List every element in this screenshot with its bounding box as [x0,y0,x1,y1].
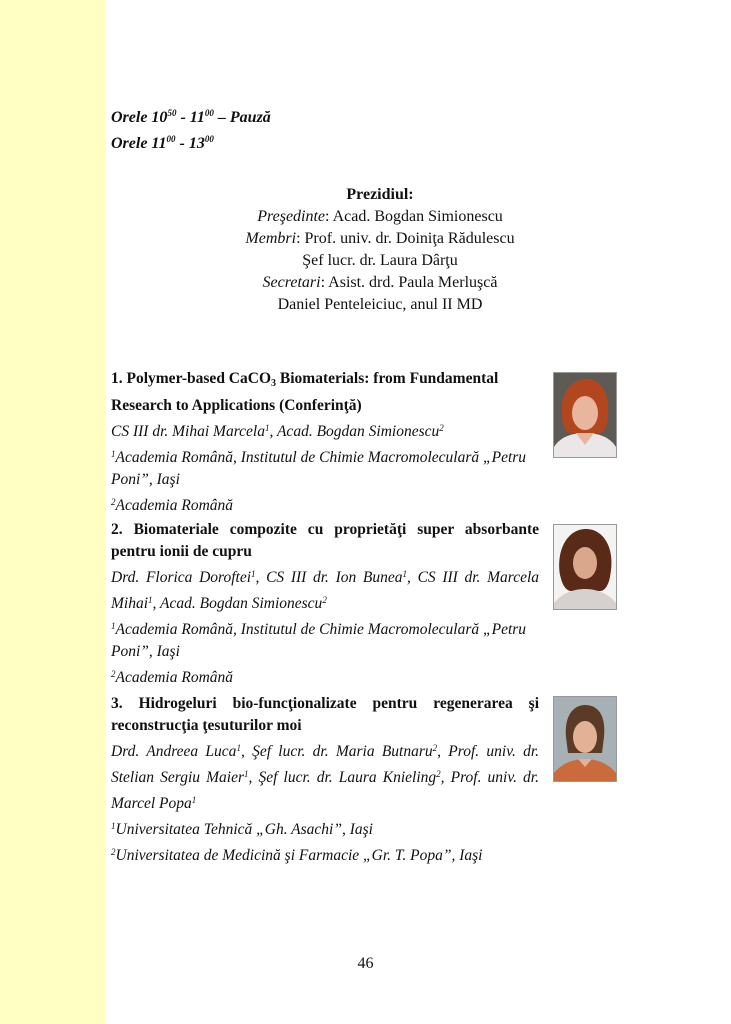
session-break-time: Orele $10^{50} - 11^{00}$ – Pauză [111,108,271,126]
talk-3 [111,693,539,867]
talk-title: 1. Polymer-based CaCO$_3$ Biomaterials: from Fundamental Research to Applications (Conferinţă) [111,370,499,414]
presidium-member-2: Şef lucr. dr. Laura Dârţu [302,252,458,269]
speaker-photo [553,372,617,458]
presidium-heading: Prezidiul: [346,186,414,203]
page-number: 46 [357,955,374,972]
speaker-photo [553,696,617,782]
talk-affiliation: $^1$Academia Română, Institutul de Chimie Macromoleculară „Petru Poni”, Iaşi [111,621,527,660]
talk-affiliation: $^2$Universitatea de Medicină şi Farmacie „Gr. T. Popa”, Iaşi [111,847,483,864]
talk-authors: CS III dr. Mihai Marcela$^1$, Acad. Bogdan Simionescu$^2$ [111,423,444,440]
talk-authors: Drd. Andreea Luca$^1$, Şef lucr. dr. Maria Butnaru$^2$, Prof. univ. dr. Stelian Sergiu Maier$^1$, Şef lucr. dr. Laura Knieling$^2$, Prof. univ. dr. Marcel Popa$^1$ [111,743,540,812]
presidium-members: Membri: Prof. univ. dr. Doiniţa Rădulescu [245,230,515,247]
presidium-block [140,184,620,316]
talk-2 [111,519,539,689]
talk-authors: Drd. Florica Doroftei$^1$, CS III dr. Ion Bunea$^1$, CS III dr. Marcela Mihai$^1$, Acad. Bogdan Simionescu$^2$ [111,569,540,612]
session-time: Orele $11^{00} - 13^{00}$ [111,134,214,152]
talk-affiliation: $^2$Academia Română [111,669,234,686]
talk-1 [111,368,539,517]
talk-affiliation: $^2$Academia Română [111,497,234,514]
talk-affiliation: $^1$Academia Română, Institutul de Chimie Macromoleculară „Petru Poni”, Iaşi [111,449,527,488]
presidium-president: Preşedinte: Acad. Bogdan Simionescu [257,208,503,225]
talk-affiliation: $^1$Universitatea Tehnică „Gh. Asachi”, Iaşi [111,821,373,838]
talk-title: 2. Biomateriale compozite cu proprietăţi super absorbante pentru ionii de cupru [111,521,539,560]
presidium-secretary-2: Daniel Penteleiciuc, anul II MD [277,296,483,313]
presidium-secretaries: Secretari: Asist. drd. Paula Merluşcă [262,274,498,291]
speaker-photo [553,524,617,610]
talk-title: 3. Hidrogeluri bio-funcţionalizate pentru regenerarea şi reconstrucţia ţesuturilor moi [111,695,539,734]
